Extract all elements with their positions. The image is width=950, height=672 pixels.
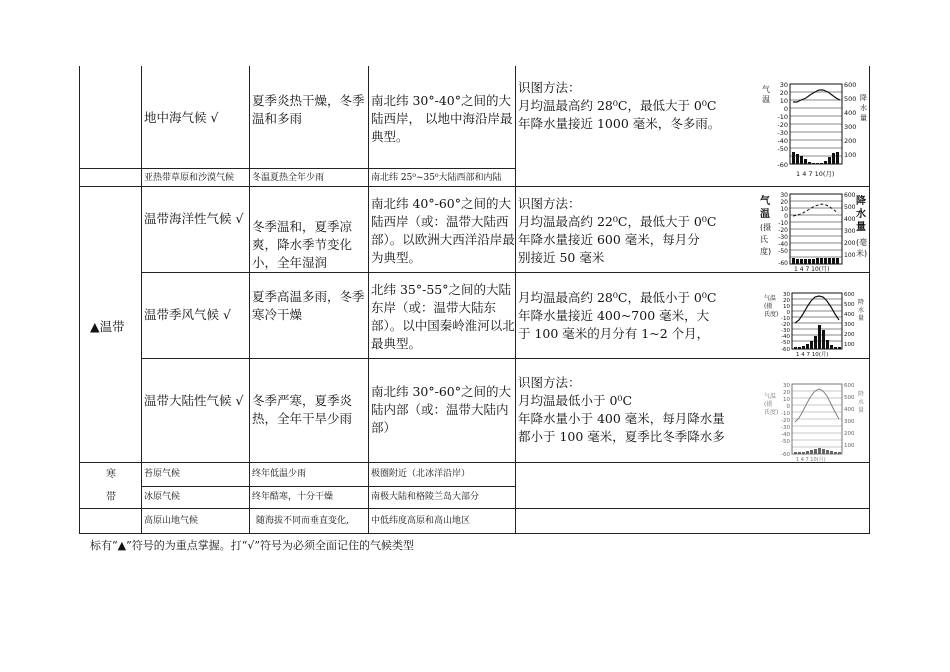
svg-text:-30: -30 [778, 234, 788, 241]
climate-feature: 随海拔不同而垂直变化, [256, 516, 349, 526]
svg-text:600: 600 [844, 192, 856, 199]
svg-text:度): 度) [760, 247, 772, 256]
svg-text:400: 400 [844, 407, 855, 413]
svg-text:降: 降 [860, 94, 867, 102]
climate-feature: 冬季温和，夏季凉爽，降水季节变化小，全年湿润 [252, 219, 353, 270]
svg-text:10: 10 [780, 206, 788, 213]
climate-feature: 冬温夏热全年少雨 [252, 173, 325, 183]
svg-text:100: 100 [844, 342, 855, 348]
svg-text:-40: -40 [778, 241, 788, 248]
svg-text:0: 0 [786, 404, 790, 410]
svg-text:100: 100 [844, 443, 855, 449]
svg-text:水: 水 [858, 399, 865, 406]
svg-text:量: 量 [856, 222, 866, 233]
temp-axis-label: 气 [762, 85, 770, 94]
svg-text:降: 降 [858, 391, 865, 398]
svg-text:-20: -20 [781, 418, 790, 424]
svg-text:500: 500 [844, 395, 855, 401]
chart-reading-method: 识图方法： 月均温最低小于 0⁰C 年降水量小于 400 毫米，每月降水量 都小于 100 毫米，夏季比冬季降水多 [518, 375, 725, 444]
svg-text:-60: -60 [781, 347, 790, 353]
footnote: 标有“▲”符号的为重点掌握。打“√”符号为必须全面记住的气候类型 [90, 539, 414, 552]
svg-text:600: 600 [844, 81, 857, 89]
chart-reading-method: 识图方法： 月均温最高约 22⁰C，最低大于 0⁰C 年降水量接近 600 毫米，每月分 别接近 50 毫米 [518, 196, 717, 265]
svg-text:500: 500 [844, 302, 855, 308]
svg-text:100: 100 [844, 151, 857, 159]
climate-name: 亚热带草原和沙漠气候 [144, 173, 235, 183]
svg-text:氏: 氏 [760, 235, 768, 244]
svg-text:-60: -60 [778, 260, 788, 267]
zone-cold-1: 寒 [106, 469, 116, 480]
svg-text:-20: -20 [777, 121, 788, 129]
svg-text:水: 水 [856, 209, 866, 220]
climate-chart-mediterranean [760, 80, 868, 180]
svg-text:-40: -40 [777, 137, 788, 145]
svg-text:量: 量 [860, 114, 867, 122]
climate-distribution: 南北纬 25⁰~35⁰大陆西部和内陆 [371, 173, 502, 183]
svg-text:300: 300 [844, 228, 856, 235]
svg-text:300: 300 [844, 419, 855, 425]
svg-text:-60: -60 [781, 452, 790, 458]
climate-feature: 终年酷寒，十分干燥 [252, 492, 334, 502]
climate-name: 苔原气候 [144, 469, 181, 479]
chart-reading-method: 识图方法： 月均温最高约 28⁰C，最低大于 0⁰C 年降水量接近 1000 毫米，冬多雨。 [518, 80, 721, 131]
svg-text:200: 200 [844, 240, 856, 247]
svg-text:量: 量 [858, 407, 865, 414]
svg-text:-50: -50 [777, 145, 788, 153]
svg-text:600: 600 [844, 292, 855, 298]
svg-text:1 4 7 10(月): 1 4 7 10(月) [796, 352, 829, 358]
svg-text:-40: -40 [781, 334, 790, 340]
climate-name: 温带海洋性气候 √ [144, 211, 244, 226]
svg-text:-30: -30 [781, 328, 790, 334]
svg-text:1 4 7 10(月): 1 4 7 10(月) [796, 457, 826, 462]
svg-text:400: 400 [844, 216, 856, 223]
climate-distribution: 中低纬度高原和高山地区 [371, 516, 471, 526]
svg-text:水: 水 [858, 307, 865, 314]
svg-text:20: 20 [779, 89, 788, 97]
svg-text:500: 500 [844, 95, 857, 103]
svg-text:100: 100 [844, 252, 856, 259]
svg-text:(摄: (摄 [764, 303, 773, 310]
svg-text:30: 30 [783, 383, 790, 389]
svg-text:气: 气 [760, 196, 770, 207]
svg-text:200: 200 [844, 332, 855, 338]
svg-text:30: 30 [779, 81, 788, 89]
svg-text:20: 20 [783, 390, 790, 396]
climate-distribution: 南北纬 30°-60°之间的大陆内部（或：温带大陆内部） [371, 384, 512, 435]
svg-text:20: 20 [780, 199, 788, 206]
svg-text:400: 400 [844, 109, 857, 117]
svg-text:600: 600 [844, 383, 855, 389]
svg-text:(摄: (摄 [764, 401, 773, 408]
svg-text:气温: 气温 [764, 393, 777, 400]
svg-text:1 4 7 10(月): 1 4 7 10(月) [796, 170, 835, 178]
svg-text:(毫: (毫 [856, 238, 868, 247]
svg-text:30: 30 [783, 292, 790, 298]
svg-text:10: 10 [783, 397, 790, 403]
svg-text:300: 300 [844, 123, 857, 131]
svg-text:20: 20 [783, 298, 790, 304]
climate-feature: 夏季炎热干燥，冬季温和多雨 [252, 93, 365, 126]
climate-feature: 冬季严寒，夏季炎热，全年干旱少雨 [252, 393, 353, 426]
svg-text:水: 水 [860, 104, 867, 112]
svg-text:-50: -50 [781, 340, 790, 346]
svg-text:米): 米) [856, 249, 868, 258]
climate-chart-monsoon [762, 290, 866, 358]
svg-text:-10: -10 [781, 316, 790, 322]
svg-text:-30: -30 [777, 129, 788, 137]
svg-text:0: 0 [786, 310, 790, 316]
svg-text:0: 0 [783, 105, 788, 113]
climate-distribution: 南北纬 40°-60°之间的大陆西岸（或：温带大陆西部）。以欧洲大西洋沿岸最为典型。 [371, 196, 515, 265]
svg-text:200: 200 [844, 431, 855, 437]
climate-distribution: 极圈附近（北冰洋沿岸） [371, 469, 471, 479]
svg-text:1 4 7 10(月): 1 4 7 10(月) [794, 266, 830, 272]
svg-text:-60: -60 [777, 161, 788, 169]
svg-text:30: 30 [780, 192, 788, 199]
svg-text:500: 500 [844, 204, 856, 211]
svg-text:10: 10 [783, 304, 790, 310]
climate-chart-maritime [758, 190, 868, 272]
svg-text:-40: -40 [781, 432, 790, 438]
climate-name: 高原山地气候 [144, 516, 199, 526]
climate-name: 地中海气候 √ [144, 110, 219, 125]
climate-distribution: 北纬 35°-55°之间的大陆东岸（或：温带大陆东部）。以中国秦岭淮河以北最典型。 [371, 282, 515, 351]
climate-distribution: 南极大陆和格陵兰岛大部分 [371, 492, 480, 502]
svg-text:氏度): 氏度) [764, 409, 779, 416]
svg-text:-50: -50 [778, 248, 788, 255]
svg-text:10: 10 [779, 97, 788, 105]
climate-distribution: 南北纬 30°-40°之间的大陆西岸， 以地中海沿岸最典型。 [371, 93, 513, 144]
climate-name: 冰原气候 [144, 492, 181, 502]
zone-cold-2: 带 [106, 492, 116, 503]
svg-text:量: 量 [858, 315, 865, 322]
svg-text:-20: -20 [781, 322, 790, 328]
svg-text:降: 降 [856, 196, 866, 207]
svg-text:降: 降 [858, 299, 865, 306]
svg-text:-10: -10 [777, 113, 788, 121]
svg-text:-10: -10 [778, 220, 788, 227]
svg-text:温: 温 [762, 95, 770, 104]
climate-name: 温带季风气候 √ [144, 307, 231, 322]
zone-temperate: ▲温带 [90, 319, 125, 334]
svg-text:300: 300 [844, 322, 855, 328]
svg-text:(摄: (摄 [760, 223, 772, 232]
climate-feature: 终年低温少雨 [252, 469, 307, 479]
svg-text:-50: -50 [781, 439, 790, 445]
svg-text:氏度): 氏度) [764, 311, 779, 318]
svg-text:200: 200 [844, 137, 857, 145]
svg-text:温: 温 [760, 209, 770, 220]
climate-feature: 夏季高温多雨，冬季寒冷干燥 [252, 289, 365, 322]
climate-name: 温带大陆性气候 √ [144, 393, 244, 408]
svg-text:气温: 气温 [764, 295, 777, 302]
svg-text:400: 400 [844, 312, 855, 318]
climate-chart-continental [762, 378, 866, 462]
svg-text:-20: -20 [778, 227, 788, 234]
svg-text:-30: -30 [781, 425, 790, 431]
svg-text:-10: -10 [781, 411, 790, 417]
svg-text:0: 0 [784, 213, 788, 220]
chart-reading-method: 月均温最高约 28⁰C，最低小于 0⁰C 年降水量接近 400~700 毫米，大 于 100 毫米的月分有 1~2 个月， [518, 290, 717, 341]
